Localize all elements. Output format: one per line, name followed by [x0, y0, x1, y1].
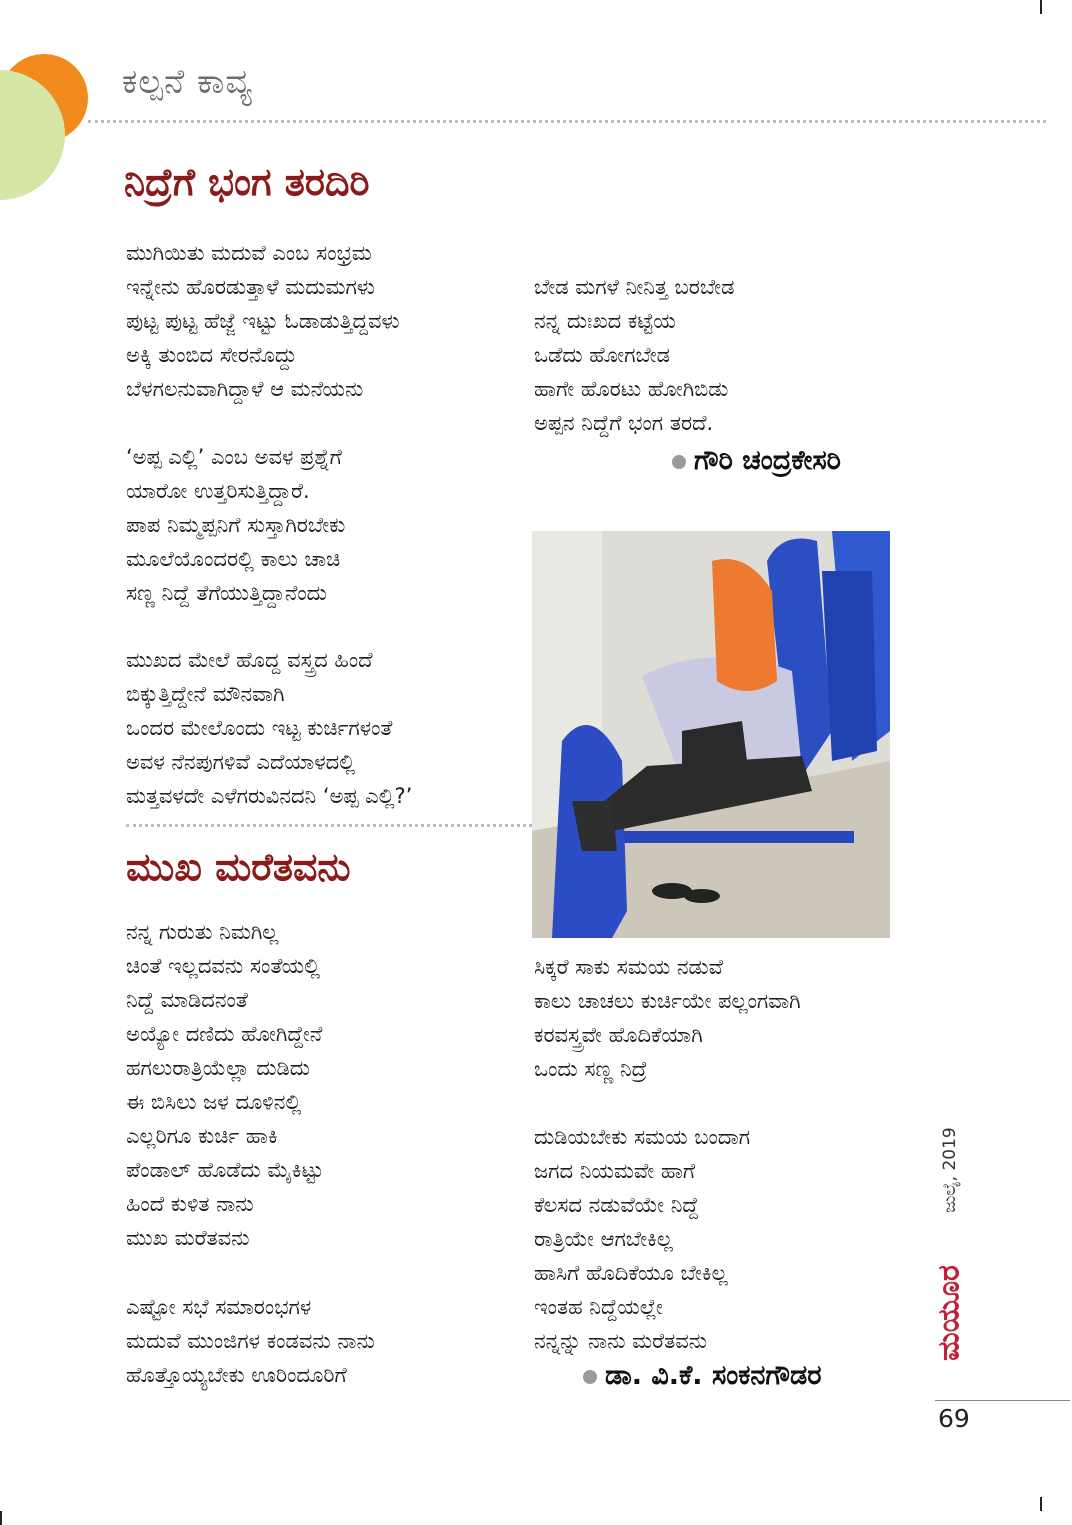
- poem-line: ರಾತ್ರಿಯೇ ಆಗಬೇಕಿಲ್ಲ: [534, 1227, 673, 1251]
- author-name: ಗೌರಿ ಚಂದ್ರಕೇಸರಿ: [694, 445, 841, 476]
- poem-line: ಸಿಕ್ಕರೆ ಸಾಕು ಸಮಯ ನಡುವೆ: [534, 955, 723, 979]
- poem-line: ಜಗದ ನಿಯಮವೇ ಹಾಗೆ: [534, 1159, 696, 1183]
- poem-stanza: [126, 643, 412, 813]
- poem-line: ಒಂದು ಸಣ್ಣ ನಿದ್ರೆ: [534, 1057, 648, 1081]
- poem-line: ನನ್ನನ್ನು ನಾನು ಮರೆತವನು: [534, 1329, 708, 1353]
- poem-stanza: [534, 270, 734, 440]
- poem-title: ನಿದ್ರೆಗೆ ಭಂಗ ತರದಿರಿ: [124, 160, 370, 204]
- poem-line: ಪಾಪ ನಿಮ್ಮಪ್ಪನಿಗೆ ಸುಸ್ತಾಗಿರಬೇಕು: [126, 513, 346, 537]
- bullet-icon: [672, 455, 686, 469]
- poem-line: ಎಷ್ಟೋ ಸಭೆ ಸಮಾರಂಭಗಳ: [126, 1295, 312, 1319]
- poem-line: ಮುಖದ ಮೇಲೆ ಹೊದ್ದ ವಸ್ತ್ರದ ಹಿಂದೆ: [126, 648, 373, 672]
- crop-mark-bottom-left: [0, 1511, 2, 1525]
- author-byline: [672, 445, 841, 477]
- section-label: ಕಲ್ಪನೆ ಕಾವ್ಯ: [122, 62, 253, 102]
- poem-line: ಎಲ್ಲರಿಗೂ ಕುರ್ಚಿ ಹಾಕಿ: [126, 1124, 278, 1148]
- poem-line: ಬೆಳಗಲನುವಾಗಿದ್ದಾಳೆ ಆ ಮನೆಯನು: [126, 377, 364, 401]
- page-number: 69: [938, 1404, 970, 1433]
- poem-line: ಚಿಂತೆ ಇಲ್ಲದವನು ಸಂತೆಯಲ್ಲಿ: [126, 954, 321, 978]
- poem-line: ಅವಳ ನೆನಪುಗಳಿವೆ ಎದೆಯಾಳದಲ್ಲಿ: [126, 750, 356, 774]
- poem-stanza: [534, 1120, 750, 1358]
- poem-line: ಹಾಸಿಗೆ ಹೊದಿಕೆಯೂ ಬೇಕಿಲ್ಲ: [534, 1261, 728, 1285]
- poem-stanza: [126, 1290, 375, 1392]
- photo-sleeping-man: [532, 531, 890, 938]
- poem-line: ಈ ಬಿಸಿಲು ಜಳ ದೂಳಿನಲ್ಲಿ: [126, 1090, 302, 1114]
- header-divider: [88, 120, 1046, 123]
- poem-line: ಮತ್ತವಳದೇ ಎಳೆಗರುವಿನದನಿ ‘ಅಪ್ಪ ಎಲ್ಲಿ?’: [126, 784, 413, 808]
- bullet-icon: [583, 1370, 597, 1384]
- poem-line: ಮೂಲೆಯೊಂದರಲ್ಲಿ ಕಾಲು ಚಾಚಿ: [126, 547, 341, 571]
- poem-line: ಒಂದರ ಮೇಲೊಂದು ಇಟ್ಟ ಕುರ್ಚಿಗಳಂತೆ: [126, 716, 393, 740]
- poem-stanza: [126, 236, 400, 406]
- poem-line: ಕಾಲು ಚಾಚಲು ಕುರ್ಚಿಯೇ ಪಲ್ಲಂಗವಾಗಿ: [534, 989, 801, 1013]
- decorative-circles: [0, 40, 100, 210]
- page-number-rule: [935, 1400, 1070, 1401]
- poem-line: ಕರವಸ್ತ್ರವೇ ಹೊದಿಕೆಯಾಗಿ: [534, 1023, 703, 1047]
- author-byline: [583, 1360, 822, 1392]
- poem-line: ದುಡಿಯಬೇಕು ಸಮಯ ಬಂದಾಗ: [534, 1125, 751, 1149]
- poem-line: ಹೊತ್ತೊಯ್ಯಬೇಕು ಊರಿಂದೂರಿಗೆ: [126, 1363, 347, 1387]
- crop-mark-top-right: [1040, 0, 1042, 14]
- poem-line: ‘ಅಪ್ಪ ಎಲ್ಲಿ’ ಎಂಬ ಅವಳ ಪ್ರಶ್ನೆಗೆ: [126, 445, 342, 469]
- poem-line: ಅಯ್ಯೋ ದಣಿದು ಹೋಗಿದ್ದೇನೆ: [126, 1022, 323, 1046]
- poem-line: ನಿದ್ದೆ ಮಾಡಿದನಂತೆ: [126, 988, 248, 1012]
- crop-mark-bottom-right: [1040, 1497, 1042, 1511]
- poem-line: ಅಕ್ಕಿ ತುಂಬಿದ ಸೇರನೊದ್ದು: [126, 343, 298, 367]
- poem-line: ಕೆಲಸದ ನಡುವೆಯೇ ನಿದ್ದೆ: [534, 1193, 699, 1217]
- poem-line: ಇಂತಹ ನಿದ್ದೆಯಲ್ಲೇ: [534, 1295, 663, 1319]
- issue-date: ಜುಲೈ, 2019: [940, 1127, 960, 1213]
- poem-line: ಪೆಂಡಾಲ್ ಹೊಡೆದು ಮೈಕಿಟ್ಟು: [126, 1158, 324, 1182]
- author-name: ಡಾ. ವಿ.ಕೆ. ಸಂಕನಗೌಡರ: [605, 1360, 822, 1391]
- poem-line: ಹಿಂದೆ ಕುಳಿತ ನಾನು: [126, 1192, 254, 1216]
- poem-line: ಯಾರೋ ಉತ್ತರಿಸುತ್ತಿದ್ದಾರೆ.: [126, 479, 310, 503]
- poem-line: ಪುಟ್ಟ ಪುಟ್ಟ ಹೆಜ್ಜೆ ಇಟ್ಟು ಓಡಾಡುತ್ತಿದ್ದವಳು: [126, 309, 400, 333]
- poem-line: ಬೇಡ ಮಗಳೆ ನೀನಿತ್ತ ಬರಬೇಡ: [534, 275, 735, 299]
- poem-line: ಇನ್ನೇನು ಹೊರಡುತ್ತಾಳೆ ಮದುಮಗಳು: [126, 275, 375, 299]
- poem-stanza: [126, 915, 323, 1255]
- poem-line: ಮದುವೆ ಮುಂಜಿಗಳ ಕಂಡವನು ನಾನು: [126, 1329, 375, 1353]
- poem-stanza: [126, 440, 345, 610]
- poem-title: ಮುಖ ಮರೆತವನು: [126, 845, 351, 889]
- poem-line: ಅಪ್ಪನ ನಿದ್ದೆಗೆ ಭಂಗ ತರದೆ.: [534, 411, 714, 435]
- poem-stanza: [534, 950, 801, 1086]
- poem-line: ಸಣ್ಣ ನಿದ್ದೆ ತೆಗೆಯುತ್ತಿದ್ದಾನೆಂದು: [126, 581, 327, 605]
- poem-line: ಹಾಗೇ ಹೊರಟು ಹೋಗಿಬಿಡು: [534, 377, 729, 401]
- poem-line: ಒಡೆದು ಹೋಗಬೇಡ: [534, 343, 671, 367]
- poem-line: ನನ್ನ ಗುರುತು ನಿಮಗಿಲ್ಲ: [126, 920, 279, 944]
- poem-line: ಮುಗಿಯಿತು ಮದುವೆ ಎಂಬ ಸಂಭ್ರಮ: [126, 241, 372, 265]
- poem-line: ಬಿಕ್ಕುತ್ತಿದ್ದೇನೆ ಮೌನವಾಗಿ: [126, 682, 285, 706]
- poem-line: ನನ್ನ ದುಃಖದ ಕಟ್ಟೆಯ: [534, 309, 676, 333]
- magazine-logo: ಮಯೂರ: [931, 1265, 967, 1361]
- poem-divider: [126, 824, 532, 827]
- poem-line: ಮುಖ ಮರೆತವನು: [126, 1226, 250, 1250]
- poem-line: ಹಗಲುರಾತ್ರಿಯೆಲ್ಲಾ ದುಡಿದು: [126, 1056, 310, 1080]
